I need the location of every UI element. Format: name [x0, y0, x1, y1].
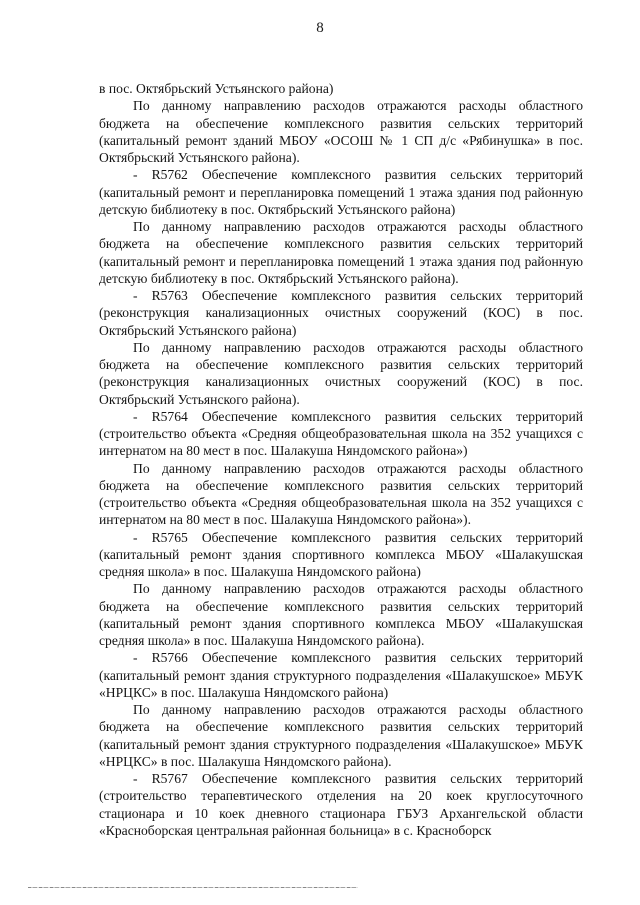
document-body: [99, 80, 583, 839]
paragraph-continuation: в пос. Октябрьский Устьянского района): [99, 81, 334, 96]
paragraph-description: По данному направлению расходов отражаются расходы областного бюджета на обеспечение комплексного развития сельских территорий (капитальный ремонт здания спортивного комплекса МБОУ «Шалакушская средняя школа» в пос. Шалакуша Няндомского района).: [99, 581, 583, 648]
paragraph-description: По данному направлению расходов отражаются расходы областного бюджета на обеспечение комплексного развития сельских территорий (капитальный ремонт и перепланировка помещений 1 этажа здания под районную детскую библиотеку в пос. Октябрьский Устьянского района).: [99, 219, 583, 286]
paragraph-item-r5762: - R5762 Обеспечение комплексного развития сельских территорий (капитальный ремонт и перепланировка помещений 1 этажа здания под районную детскую библиотеку в пос. Октябрьский Устьянского района): [99, 167, 583, 217]
page-number: 8: [316, 20, 324, 36]
paragraph-item-r5766: - R5766 Обеспечение комплексного развития сельских территорий (капитальный ремонт здания структурного подразделения «Шалакушское» МБУК «НРЦКС» в пос. Шалакуша Няндомского района): [99, 650, 583, 700]
paragraph-description: По данному направлению расходов отражаются расходы областного бюджета на обеспечение комплексного развития сельских территорий (капитальный ремонт здания структурного подразделения «Шалакушское» МБУК «НРЦКС» в пос. Шалакуша Няндомского района).: [99, 702, 583, 769]
paragraph-item-r5765: - R5765 Обеспечение комплексного развития сельских территорий (капитальный ремонт здания спортивного комплекса МБОУ «Шалакушская средняя школа» в пос. Шалакуша Няндомского района): [99, 529, 583, 579]
paragraph-item-r5763: - R5763 Обеспечение комплексного развития сельских территорий (реконструкция канализационных очистных сооружений (КОС) в пос. Октябрьский Устьянского района): [99, 288, 583, 338]
paragraph-item-r5767: - R5767 Обеспечение комплексного развития сельских территорий (строительство терапевтического отделения на 20 коек круглосуточного стационара и 10 коек дневного стационара ГБУЗ Архангельской области «Красноборская центральная районная больница» в с. Красноборск: [99, 771, 583, 838]
paragraph-description: По данному направлению расходов отражаются расходы областного бюджета на обеспечение комплексного развития сельских территорий (реконструкция канализационных очистных сооружений (КОС) в пос. Октябрьский Устьянского района).: [99, 339, 583, 407]
paragraph-description: По данному направлению расходов отражаются расходы областного бюджета на обеспечение комплексного развития сельских территорий (капитальный ремонт зданий МБОУ «ОСОШ № 1 СП д/с «Рябинушка» в пос. Октябрьский Устьянского района).: [99, 98, 583, 165]
paragraph-item-r5764: - R5764 Обеспечение комплексного развития сельских территорий (строительство объекта «Средняя общеобразовательная школа на 352 учащихся с интернатом на 80 мест в пос. Шалакуша Няндомского района»): [99, 408, 583, 459]
scan-artifact-line: [28, 887, 358, 888]
paragraph-description: По данному направлению расходов отражаются расходы областного бюджета на обеспечение комплексного развития сельских территорий (строительство объекта «Средняя общеобразовательная школа на 352 учащихся с интернатом на 80 мест в пос. Шалакуша Няндомского района»).: [99, 460, 583, 528]
